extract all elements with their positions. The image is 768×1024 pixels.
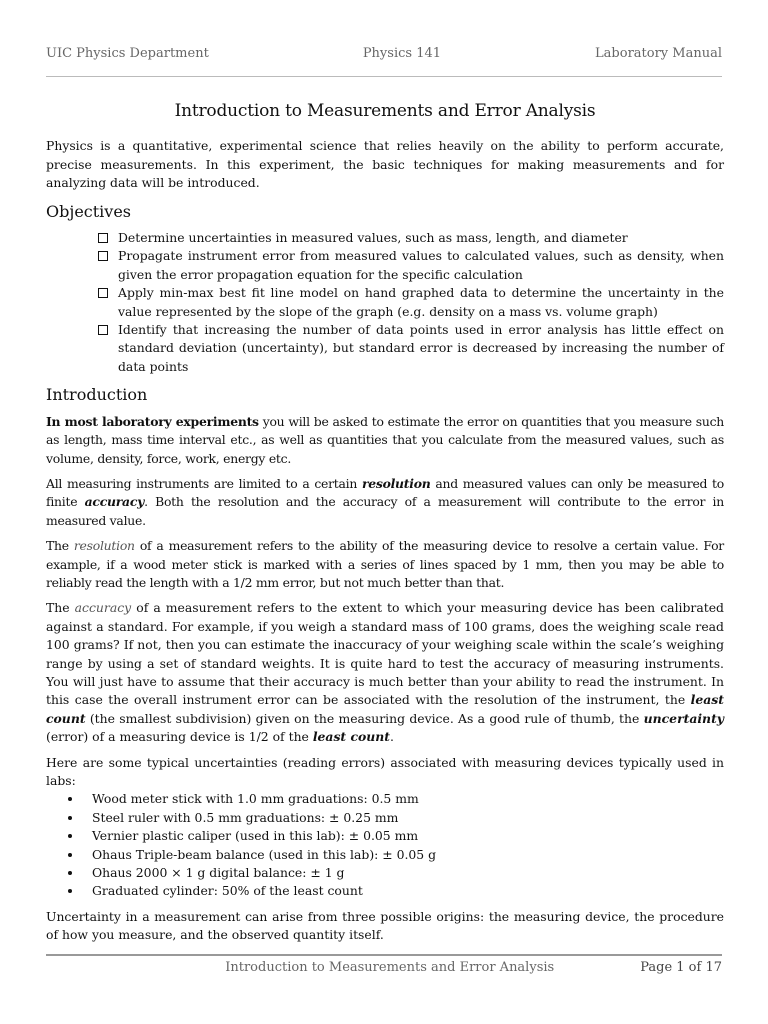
introduction-heading: Introduction — [46, 385, 148, 405]
bullet-icon — [68, 834, 72, 838]
intro-p6: Uncertainty in a measurement can arise from three possible origins: the measuring device, the procedure of how you measure, and the observed quantity itself. — [46, 908, 724, 943]
objective-item: Identify that increasing the number of data points used in error analysis has little effect on standard deviation (uncertainty), but standard error is decreased by increasing the number of data points — [98, 321, 724, 376]
list-item: Ohaus 2000 × 1 g digital balance: ± 1 g — [68, 864, 724, 882]
bullet-icon — [68, 889, 72, 893]
header-department: UIC Physics Department — [46, 46, 209, 61]
intro-p4: The accuracy of a measurement refers to the extent to which your measuring device has been calibrated against a standard. For example, if you weigh a standard mass of 100 grams, does the weighing scale read 100 grams? If not, then you can estimate the inaccuracy of your weighing scale within the scale’s weighing range by using a set of standard weights. It is quite hard to test the accuracy of measuring instruments. You will just have to assume that their accuracy is much better than your ability to read the instrument. In this case the overall instrument error can be associated with the resolution of the instrument, the least count (the smallest subdivision) given on the measuring device. As a good rule of thumb, the uncertainty (error) of a measuring device is 1/2 of the least count. — [46, 600, 724, 745]
intro-p5: Here are some typical uncertainties (reading errors) associated with measuring devices typically used in labs: — [46, 754, 724, 788]
footer-divider — [46, 954, 722, 956]
checkbox-icon — [98, 288, 108, 298]
document-title: Introduction to Measurements and Error Analysis — [174, 101, 596, 121]
header-course: Physics 141 — [362, 46, 442, 61]
objective-item: Determine uncertainties in measured values, such as mass, length, and diameter — [98, 229, 724, 247]
page-body — [46, 102, 724, 952]
uncertainty-list — [46, 790, 724, 900]
bullet-icon — [68, 816, 72, 820]
list-item: Wood meter stick with 1.0 mm graduations: 0.5 mm — [68, 790, 724, 808]
bullet-icon — [68, 871, 72, 875]
page-number: Page 1 of 17 — [640, 960, 722, 975]
intro-p1: In most laboratory experiments you will be asked to estimate the error on quantities that you measure such as length, mass time interval etc., as well as quantities that you calculate from the measured values, such as volume, density, force, work, energy etc. — [46, 413, 724, 466]
list-item: Ohaus Triple-beam balance (used in this lab): ± 0.05 g — [68, 846, 724, 864]
intro-p3: The resolution of a measurement refers to the ability of the measuring device to resolve a certain value. For example, if a wood meter stick is marked with a series of lines spaced by 1 mm, then you may be able to reliably read the length with a 1/2 mm error, but not much better than that. — [46, 538, 724, 590]
footer-title: Introduction to Measurements and Error Analysis — [225, 960, 555, 975]
bullet-icon — [68, 797, 72, 801]
header-divider — [46, 76, 722, 77]
objectives-heading: Objectives — [46, 201, 132, 221]
checkbox-icon — [98, 325, 108, 335]
intro-p2: All measuring instruments are limited to a certain resolution and measured values can only be measured to finite accuracy. Both the resolution and the accuracy of a measurement will contribute to the error in measured value. — [46, 475, 724, 528]
checkbox-icon — [98, 233, 108, 243]
page-footer — [225, 960, 722, 975]
list-item: Steel ruler with 0.5 mm graduations: ± 0.25 mm — [68, 809, 724, 827]
header-manual: Laboratory Manual — [595, 46, 722, 61]
list-item: Graduated cylinder: 50% of the least count — [68, 882, 724, 900]
objectives-list — [46, 229, 724, 376]
objective-item: Apply min-max best fit line model on hand graphed data to determine the uncertainty in the value represented by the slope of the graph (e.g. density on a mass vs. volume graph) — [98, 284, 724, 321]
checkbox-icon — [98, 251, 108, 261]
intro-paragraph: Physics is a quantitative, experimental science that relies heavily on the ability to perform accurate, precise measurements. In this experiment, the basic techniques for making measurements and for analyzing data will be introduced. — [46, 138, 724, 191]
objective-item: Propagate instrument error from measured values to calculated values, such as density, when given the error propagation equation for the specific calculation — [98, 247, 724, 284]
bullet-icon — [68, 853, 72, 857]
page-header — [46, 46, 722, 61]
list-item: Vernier plastic caliper (used in this lab): ± 0.05 mm — [68, 827, 724, 845]
